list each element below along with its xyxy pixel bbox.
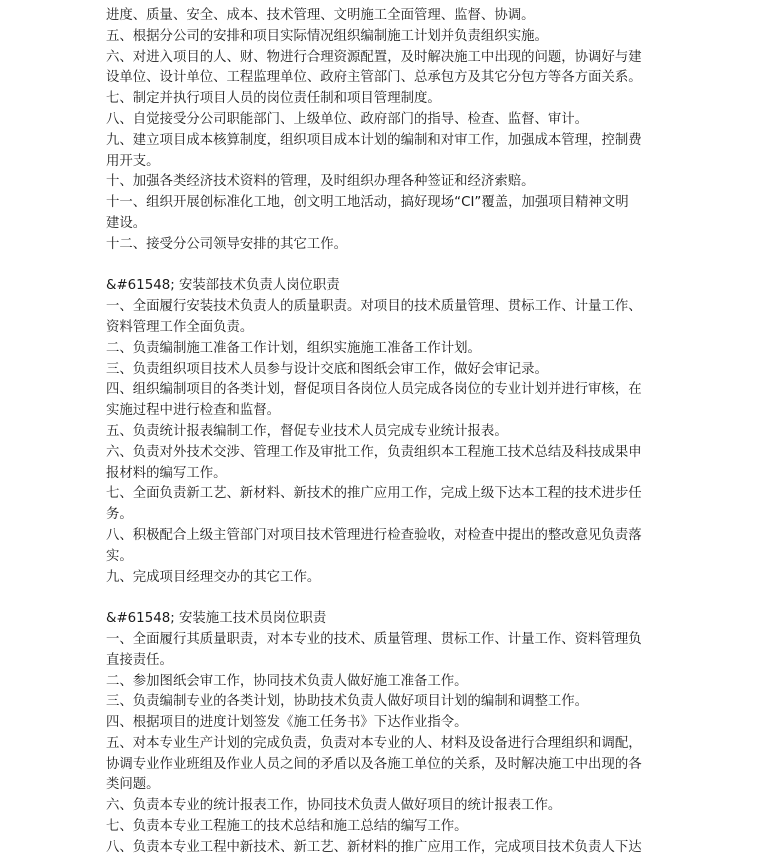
text-line: 一、全面履行其质量职责，对本专业的技术、质量管理、贯标工作、计量工作、资料管理负	[106, 631, 642, 647]
text-line: 七、全面负责新工艺、新材料、新技术的推广应用工作，完成上级下达本工程的技术进步任	[106, 486, 642, 502]
text-line: 直接责任。	[106, 652, 173, 668]
text-line: 类问题。	[106, 777, 160, 793]
text-line: 六、负责对外技术交涉、管理工作及审批工作，负责组织本工程施工技术总结及科技成果申	[106, 444, 642, 460]
text-line: 二、负责编制施工准备工作计划，组织实施施工准备工作计划。	[106, 340, 481, 356]
text-line: 四、根据项目的进度计划签发《施工任务书》下达作业指令。	[106, 715, 468, 731]
text-line: 五、根据分公司的安排和项目实际情况组织编制施工计划并负责组织实施。	[106, 28, 548, 44]
text-line: 进度、质量、安全、成本、技术管理、文明施工全面管理、监督、协调。	[106, 8, 535, 23]
text-line: 用开支。	[106, 153, 160, 169]
text-line: 实。	[106, 548, 133, 564]
text-line: 九、建立项目成本核算制度，组织项目成本计划的编制和对审工作，加强成本管理，控制费	[106, 132, 642, 148]
section-install-tech-lead-duties	[106, 276, 666, 588]
text-line: 七、负责本专业工程施工的技术总结和施工总结的编写工作。	[106, 819, 468, 835]
text-line: 十二、接受分公司领导安排的其它工作。	[106, 236, 348, 252]
section-install-technician-duties	[106, 609, 666, 859]
text-line: 十、加强各类经济技术资料的管理，及时组织办理各种签证和经济索赔。	[106, 174, 535, 190]
text-line: 务。	[106, 507, 133, 523]
text-line: 九、完成项目经理交办的其它工作。	[106, 569, 321, 585]
text-line: 报材料的编写工作。	[106, 465, 227, 481]
text-line: 五、对本专业生产计划的完成负责，负责对本专业的人、材料及设备进行合理组织和调配，	[106, 735, 642, 751]
text-line: 三、负责编制专业的各类计划，协助技术负责人做好项目计划的编制和调整工作。	[106, 694, 589, 710]
text-line: 十一、组织开展创标准化工地，创文明工地活动，搞好现场“CI”覆盖，加强项目精神文明	[106, 195, 629, 211]
text-line: 八、负责本专业工程中新技术、新工艺、新材料的推广应用工作，完成项目技术负责人下达	[106, 839, 642, 855]
text-line: 五、负责统计报表编制工作，督促专业技术人员完成专业统计报表。	[106, 423, 508, 439]
text-line: 设单位、设计单位、工程监理单位、政府主管部门、总承包方及其它分包方等各方面关系。	[106, 70, 642, 86]
paragraph-gap	[106, 588, 666, 609]
text-line: 协调专业作业班组及作业人员之间的矛盾以及各施工单位的关系，及时解决施工中出现的各	[106, 756, 642, 772]
text-line: 实施过程中进行检查和监督。	[106, 403, 281, 419]
text-line: 四、组织编制项目的各类计划，督促项目各岗位人员完成各岗位的专业计划并进行审核，在	[106, 382, 642, 398]
text-line: 八、积极配合上级主管部门对项目技术管理进行检查验收，对检查中提出的整改意见负责落	[106, 527, 642, 543]
text-line: 七、制定并执行项目人员的岗位责任制和项目管理制度。	[106, 91, 441, 107]
text-line: 八、自觉接受分公司职能部门、上级单位、政府部门的指导、检查、监督、审计。	[106, 111, 589, 127]
text-line: 三、负责组织项目技术人员参与设计交底和图纸会审工作，做好会审记录。	[106, 361, 548, 377]
text-line: 建设。	[106, 215, 147, 231]
document-body	[106, 6, 666, 859]
text-line: 二、参加图纸会审工作，协同技术负责人做好施工准备工作。	[106, 673, 468, 689]
section-project-manager-duties-tail	[106, 6, 666, 256]
text-line: 资料管理工作全面负责。	[106, 319, 254, 335]
text-line: 一、全面履行安装技术负责人的质量职责。对项目的技术质量管理、贯标工作、计量工作、	[106, 299, 642, 315]
text-line: 六、对进入项目的人、财、物进行合理资源配置，及时解决施工中出现的问题，协调好与建	[106, 49, 642, 65]
section-heading: &#61548; 安装施工技术员岗位职责	[106, 611, 327, 627]
paragraph-gap	[106, 256, 666, 277]
section-heading: &#61548; 安装部技术负责人岗位职责	[106, 278, 340, 294]
text-line: 六、负责本专业的统计报表工作，协同技术负责人做好项目的统计报表工作。	[106, 798, 562, 814]
